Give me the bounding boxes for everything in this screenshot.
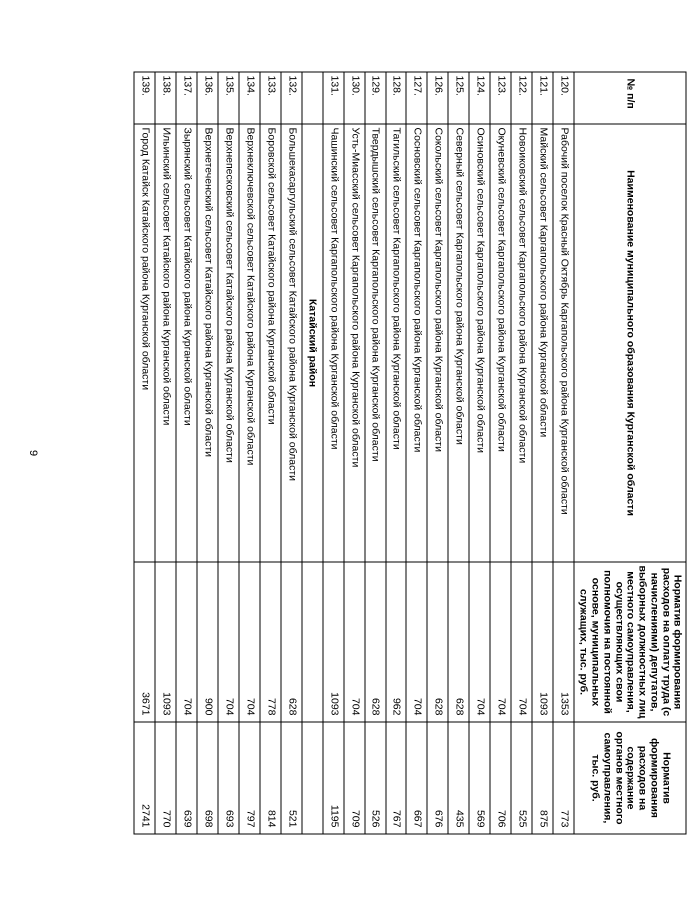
row-upkeep: 770 (155, 722, 176, 834)
row-number: 131. (323, 72, 344, 124)
row-wage: 778 (260, 562, 281, 722)
row-wage: 704 (469, 562, 490, 722)
row-number: 133. (260, 72, 281, 124)
row-number: 135. (218, 72, 239, 124)
row-wage: 1093 (532, 562, 553, 722)
row-wage: 704 (218, 562, 239, 722)
section-title: Катайский район (302, 124, 323, 562)
row-wage: 704 (176, 562, 197, 722)
table-row (448, 72, 469, 834)
table-row (469, 72, 490, 834)
header-name: Наименование муниципального образования Курганской области (574, 124, 686, 562)
table-row (281, 72, 302, 834)
row-wage: 704 (490, 562, 511, 722)
row-wage: 1093 (155, 562, 176, 722)
row-wage: 962 (386, 562, 407, 722)
table-row (176, 72, 197, 834)
header-upkeep: Норматив формирования расходов на содержание органов местного самоуправления, тыс. руб. (574, 722, 686, 834)
section-upkeep-cell (302, 722, 323, 834)
row-wage: 900 (197, 562, 218, 722)
row-number: 138. (155, 72, 176, 124)
row-number: 136. (197, 72, 218, 124)
row-name: Сосновский сельсовет Каргапольского района Курганской области (407, 124, 428, 562)
data-table (134, 72, 687, 835)
row-upkeep: 773 (553, 722, 574, 834)
row-name: Северный сельсовет Каргапольского района Курганской области (448, 124, 469, 562)
row-number: 123. (490, 72, 511, 124)
row-upkeep: 767 (386, 722, 407, 834)
row-number: 130. (344, 72, 365, 124)
table-row (365, 72, 386, 834)
table-row (511, 72, 532, 834)
header-num: № п/п (574, 72, 686, 124)
row-name: Сокольский сельсовет Каргапольского района Курганской области (427, 124, 448, 562)
table-row (427, 72, 448, 834)
table-row (553, 72, 574, 834)
row-name: Большекасаргульский сельсовет Катайского района Курганской области (281, 124, 302, 562)
row-wage: 704 (344, 562, 365, 722)
row-name: Чашинский сельсовет Каргапольского района Курганской области (323, 124, 344, 562)
table-row (260, 72, 281, 834)
row-name: Тагильский сельсовет Каргапольского района Курганской области (386, 124, 407, 562)
page-number: 9 (27, 449, 40, 457)
row-number: 120. (553, 72, 574, 124)
row-name: Ильинский сельсовет Катайского района Курганской области (155, 124, 176, 562)
row-wage: 1093 (323, 562, 344, 722)
section-num-cell (302, 72, 323, 124)
row-number: 134. (239, 72, 260, 124)
row-upkeep: 698 (197, 722, 218, 834)
row-name: Твердышский сельсовет Каргапольского района Курганской области (365, 124, 386, 562)
table-row (386, 72, 407, 834)
row-upkeep: 1195 (323, 722, 344, 834)
row-number: 126. (427, 72, 448, 124)
row-wage: 704 (511, 562, 532, 722)
row-wage: 628 (427, 562, 448, 722)
row-number: 124. (469, 72, 490, 124)
row-upkeep: 709 (344, 722, 365, 834)
row-name: Майский сельсовет Каргапольского района Курганской области (532, 124, 553, 562)
row-upkeep: 521 (281, 722, 302, 834)
row-name: Новоиковский сельсовет Каргапольского района Курганской области (511, 124, 532, 562)
table-row (155, 72, 176, 834)
row-upkeep: 676 (427, 722, 448, 834)
row-number: 129. (365, 72, 386, 124)
row-wage: 1353 (553, 562, 574, 722)
table-row (218, 72, 239, 834)
table-row (197, 72, 218, 834)
table-row (532, 72, 553, 834)
row-upkeep: 569 (469, 722, 490, 834)
row-name: Верхнепесковский сельсовет Катайского района Курганской области (218, 124, 239, 562)
row-name: Рабочий поселок Красный Октябрь Каргапольского района Курганской области (553, 124, 574, 562)
row-name: Верхнетеченский сельсовет Катайского района Курганской области (197, 124, 218, 562)
row-wage: 704 (239, 562, 260, 722)
row-name: Усть-Миасский сельсовет Каргапольского района Курганской области (344, 124, 365, 562)
row-number: 125. (448, 72, 469, 124)
row-name: Осиновский сельсовет Каргапольского района Курганской области (469, 124, 490, 562)
table-row (323, 72, 344, 834)
row-upkeep: 639 (176, 722, 197, 834)
row-number: 127. (407, 72, 428, 124)
row-name: Боровской сельсовет Катайского района Курганской области (260, 124, 281, 562)
row-upkeep: 814 (260, 722, 281, 834)
table-body-b (134, 72, 302, 834)
section-row (302, 72, 323, 834)
row-upkeep: 525 (511, 722, 532, 834)
header-wage: Норматив формирования расходов на оплату труда (с начислениями) депутатов, выборных должностных лиц местного самоуправления, осуществляющих свои полномочия на постоянной основе, муниципальных служащих, тыс. руб. (574, 562, 686, 722)
table-row (407, 72, 428, 834)
row-wage: 3671 (134, 562, 155, 722)
rotated-table-wrapper (134, 72, 687, 834)
row-name: Окуневский сельсовет Каргапольского района Курганской области (490, 124, 511, 562)
row-name: Город Катайск Катайского района Курганской области (134, 124, 155, 562)
row-upkeep: 2741 (134, 722, 155, 834)
table-row (134, 72, 155, 834)
section-wage-cell (302, 562, 323, 722)
row-number: 139. (134, 72, 155, 124)
table-body-a (323, 72, 574, 834)
row-upkeep: 797 (239, 722, 260, 834)
row-wage: 628 (281, 562, 302, 722)
row-wage: 628 (448, 562, 469, 722)
row-wage: 704 (407, 562, 428, 722)
row-upkeep: 706 (490, 722, 511, 834)
table-header-row (574, 72, 686, 834)
row-number: 137. (176, 72, 197, 124)
row-number: 132. (281, 72, 302, 124)
table-row (239, 72, 260, 834)
row-upkeep: 526 (365, 722, 386, 834)
row-number: 122. (511, 72, 532, 124)
row-name: Верхнеключевской сельсовет Катайского района Курганской области (239, 124, 260, 562)
table-row (490, 72, 511, 834)
row-number: 121. (532, 72, 553, 124)
row-wage: 628 (365, 562, 386, 722)
table-row (344, 72, 365, 834)
row-upkeep: 435 (448, 722, 469, 834)
row-number: 128. (386, 72, 407, 124)
row-upkeep: 667 (407, 722, 428, 834)
row-name: Зырянский сельсовет Катайского района Курганской области (176, 124, 197, 562)
row-upkeep: 693 (218, 722, 239, 834)
row-upkeep: 875 (532, 722, 553, 834)
